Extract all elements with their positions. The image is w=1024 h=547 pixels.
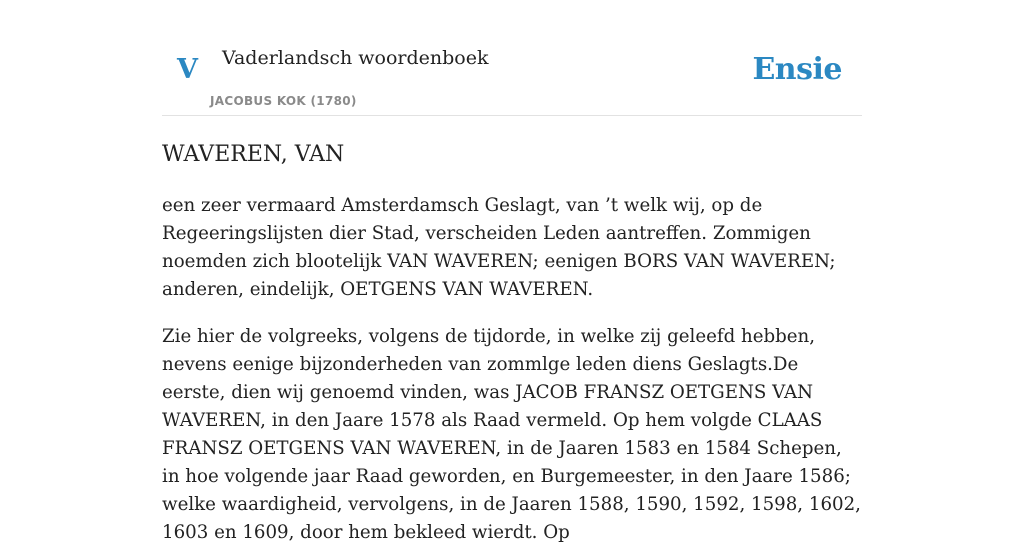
entry-paragraph: een zeer vermaard Amsterdamsch Geslagt, van ’t welk wij, op de Regeeringslijsten dier Stad, verscheiden Leden aantreffen. Zommigen noemden zich blootelijk VAN WAVEREN; eenigen BORS VAN WAVEREN; anderen, eindelijk, OETGENS VAN WAVEREN. bbox=[162, 195, 836, 300]
book-letter-badge[interactable]: V bbox=[177, 54, 198, 85]
ensie-logo-link[interactable]: Ensie bbox=[752, 52, 842, 87]
book-header bbox=[162, 0, 862, 116]
entry-paragraph: Zie hier de volgreeks, volgens de tijdorde, in welke zij geleefd hebben, nevens eenige bijzonderheden van zommlge leden diens Geslagts.De eerste, dien wij genoemd vinden, was JACOB FRANSZ OETGENS VAN WAVEREN, in den Jaare 1578 als Raad vermeld. Op hem volgde CLAAS FRANSZ OETGENS VAN WAVEREN, in de Jaaren 1583 en 1584 Schepen, in hoe volgende jaar Raad geworden, en Burgemeester, in den Jaare 1586; welke waardigheid, vervolgens, in de Jaaren 1588, 1590, 1592, 1598, 1602, 1603 en 1609, door hem bekleed wierdt. Op bbox=[162, 326, 861, 543]
book-title-link[interactable]: Vaderlandsch woordenboek bbox=[222, 47, 489, 69]
entry-title: WAVEREN, VAN bbox=[162, 142, 345, 167]
page bbox=[162, 0, 862, 543]
book-author: JACOBUS KOK (1780) bbox=[210, 94, 357, 108]
